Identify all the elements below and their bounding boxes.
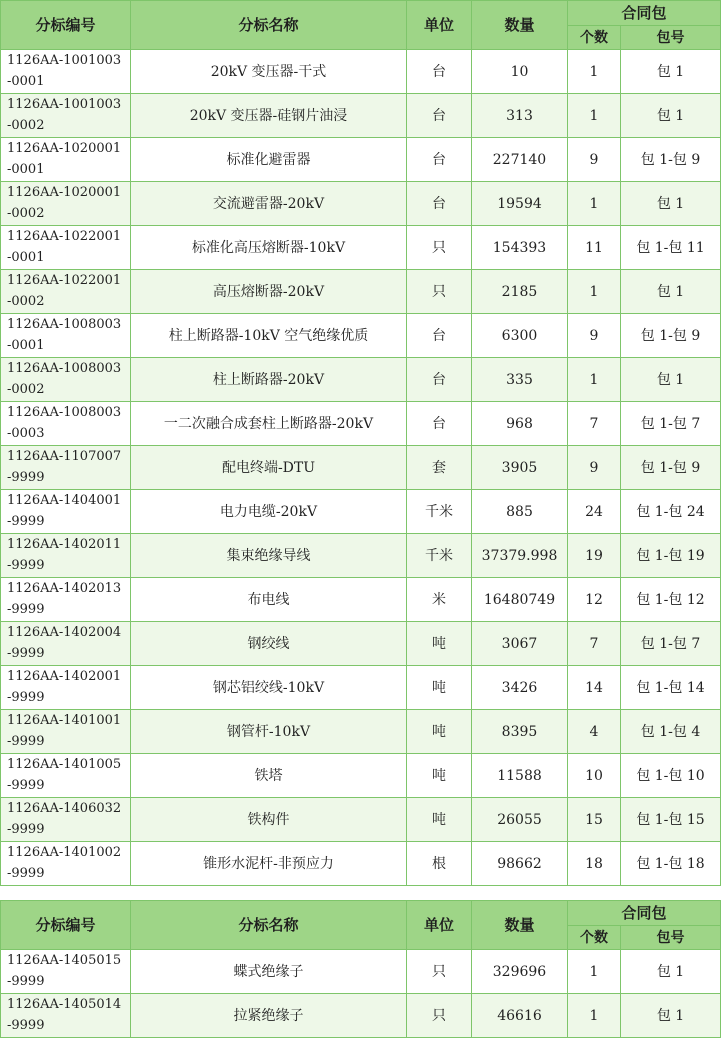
cell-name: 标准化避雷器 bbox=[131, 138, 407, 182]
cell-name: 布电线 bbox=[131, 578, 407, 622]
cell-pkg-no: 包 1-包 18 bbox=[621, 842, 721, 886]
cell-qty: 335 bbox=[472, 358, 568, 402]
cell-unit: 台 bbox=[407, 314, 472, 358]
cell-unit: 台 bbox=[407, 94, 472, 138]
header-code: 分标编号 bbox=[1, 901, 131, 950]
cell-pkg-no: 包 1 bbox=[621, 994, 721, 1038]
cell-unit: 米 bbox=[407, 578, 472, 622]
cell-unit: 吨 bbox=[407, 710, 472, 754]
cell-code: 1126AA-1401005 -9999 bbox=[1, 754, 131, 798]
cell-unit: 只 bbox=[407, 226, 472, 270]
table-row bbox=[1, 358, 721, 402]
header-pkg-no: 包号 bbox=[621, 926, 721, 950]
table-row bbox=[1, 622, 721, 666]
cell-count: 1 bbox=[568, 50, 621, 94]
cell-count: 4 bbox=[568, 710, 621, 754]
table-row bbox=[1, 182, 721, 226]
table-row bbox=[1, 94, 721, 138]
cell-pkg-no: 包 1-包 24 bbox=[621, 490, 721, 534]
header-name: 分标名称 bbox=[131, 901, 407, 950]
cell-name: 配电终端-DTU bbox=[131, 446, 407, 490]
cell-code: 1126AA-1402001 -9999 bbox=[1, 666, 131, 710]
cell-name: 标准化高压熔断器-10kV bbox=[131, 226, 407, 270]
cell-count: 9 bbox=[568, 314, 621, 358]
cell-unit: 套 bbox=[407, 446, 472, 490]
cell-pkg-no: 包 1-包 7 bbox=[621, 622, 721, 666]
cell-code: 1126AA-1405015 -9999 bbox=[1, 950, 131, 994]
cell-name: 蝶式绝缘子 bbox=[131, 950, 407, 994]
cell-code: 1126AA-1008003 -0003 bbox=[1, 402, 131, 446]
cell-code: 1126AA-1008003 -0002 bbox=[1, 358, 131, 402]
cell-count: 1 bbox=[568, 994, 621, 1038]
table-row bbox=[1, 50, 721, 94]
cell-unit: 吨 bbox=[407, 754, 472, 798]
cell-name: 20kV 变压器-干式 bbox=[131, 50, 407, 94]
table-row bbox=[1, 314, 721, 358]
cell-qty: 26055 bbox=[472, 798, 568, 842]
cell-code: 1126AA-1404001 -9999 bbox=[1, 490, 131, 534]
table-row bbox=[1, 270, 721, 314]
cell-qty: 3067 bbox=[472, 622, 568, 666]
header-pkg-no: 包号 bbox=[621, 26, 721, 50]
cell-code: 1126AA-1020001 -0002 bbox=[1, 182, 131, 226]
cell-count: 24 bbox=[568, 490, 621, 534]
cell-unit: 千米 bbox=[407, 490, 472, 534]
cell-code: 1126AA-1022001 -0002 bbox=[1, 270, 131, 314]
cell-name: 拉紧绝缘子 bbox=[131, 994, 407, 1038]
cell-pkg-no: 包 1-包 15 bbox=[621, 798, 721, 842]
header-unit: 单位 bbox=[407, 1, 472, 50]
cell-code: 1126AA-1022001 -0001 bbox=[1, 226, 131, 270]
cell-name: 电力电缆-20kV bbox=[131, 490, 407, 534]
cell-pkg-no: 包 1-包 9 bbox=[621, 138, 721, 182]
cell-qty: 154393 bbox=[472, 226, 568, 270]
cell-code: 1126AA-1401002 -9999 bbox=[1, 842, 131, 886]
cell-count: 1 bbox=[568, 182, 621, 226]
cell-qty: 968 bbox=[472, 402, 568, 446]
cell-count: 7 bbox=[568, 402, 621, 446]
cell-qty: 2185 bbox=[472, 270, 568, 314]
cell-count: 14 bbox=[568, 666, 621, 710]
cell-unit: 千米 bbox=[407, 534, 472, 578]
cell-count: 18 bbox=[568, 842, 621, 886]
cell-unit: 根 bbox=[407, 842, 472, 886]
table-row bbox=[1, 842, 721, 886]
cell-code: 1126AA-1107007 -9999 bbox=[1, 446, 131, 490]
cell-qty: 37379.998 bbox=[472, 534, 568, 578]
cell-qty: 10 bbox=[472, 50, 568, 94]
table-row bbox=[1, 226, 721, 270]
cell-name: 集束绝缘导线 bbox=[131, 534, 407, 578]
cell-pkg-no: 包 1-包 19 bbox=[621, 534, 721, 578]
cell-pkg-no: 包 1-包 11 bbox=[621, 226, 721, 270]
header-contract-pkg: 合同包 bbox=[568, 1, 721, 26]
header-count: 个数 bbox=[568, 926, 621, 950]
table-row bbox=[1, 446, 721, 490]
header-count: 个数 bbox=[568, 26, 621, 50]
cell-name: 20kV 变压器-硅钢片油浸 bbox=[131, 94, 407, 138]
cell-pkg-no: 包 1 bbox=[621, 270, 721, 314]
cell-count: 15 bbox=[568, 798, 621, 842]
cell-unit: 台 bbox=[407, 402, 472, 446]
table-row bbox=[1, 402, 721, 446]
cell-qty: 8395 bbox=[472, 710, 568, 754]
cell-qty: 98662 bbox=[472, 842, 568, 886]
cell-qty: 46616 bbox=[472, 994, 568, 1038]
cell-code: 1126AA-1402004 -9999 bbox=[1, 622, 131, 666]
cell-pkg-no: 包 1 bbox=[621, 358, 721, 402]
table-row bbox=[1, 666, 721, 710]
cell-count: 19 bbox=[568, 534, 621, 578]
cell-qty: 6300 bbox=[472, 314, 568, 358]
cell-code: 1126AA-1001003 -0001 bbox=[1, 50, 131, 94]
cell-count: 7 bbox=[568, 622, 621, 666]
table-row bbox=[1, 798, 721, 842]
table-row bbox=[1, 490, 721, 534]
cell-pkg-no: 包 1-包 4 bbox=[621, 710, 721, 754]
cell-count: 10 bbox=[568, 754, 621, 798]
cell-name: 锥形水泥杆-非预应力 bbox=[131, 842, 407, 886]
table-row bbox=[1, 994, 721, 1038]
cell-pkg-no: 包 1 bbox=[621, 94, 721, 138]
cell-qty: 313 bbox=[472, 94, 568, 138]
cell-unit: 只 bbox=[407, 270, 472, 314]
cell-name: 铁塔 bbox=[131, 754, 407, 798]
cell-name: 柱上断路器-20kV bbox=[131, 358, 407, 402]
cell-qty: 19594 bbox=[472, 182, 568, 226]
cell-code: 1126AA-1402011 -9999 bbox=[1, 534, 131, 578]
cell-unit: 吨 bbox=[407, 798, 472, 842]
cell-name: 柱上断路器-10kV 空气绝缘优质 bbox=[131, 314, 407, 358]
cell-pkg-no: 包 1-包 14 bbox=[621, 666, 721, 710]
cell-pkg-no: 包 1 bbox=[621, 950, 721, 994]
cell-code: 1126AA-1405014 -9999 bbox=[1, 994, 131, 1038]
cell-pkg-no: 包 1-包 9 bbox=[621, 446, 721, 490]
table-row bbox=[1, 754, 721, 798]
cell-unit: 只 bbox=[407, 950, 472, 994]
header-unit: 单位 bbox=[407, 901, 472, 950]
cell-qty: 3426 bbox=[472, 666, 568, 710]
cell-unit: 台 bbox=[407, 50, 472, 94]
cell-unit: 台 bbox=[407, 138, 472, 182]
cell-name: 高压熔断器-20kV bbox=[131, 270, 407, 314]
cell-pkg-no: 包 1-包 7 bbox=[621, 402, 721, 446]
cell-pkg-no: 包 1 bbox=[621, 182, 721, 226]
cell-pkg-no: 包 1-包 9 bbox=[621, 314, 721, 358]
cell-name: 钢绞线 bbox=[131, 622, 407, 666]
cell-qty: 227140 bbox=[472, 138, 568, 182]
cell-name: 铁构件 bbox=[131, 798, 407, 842]
cell-count: 9 bbox=[568, 446, 621, 490]
cell-qty: 329696 bbox=[472, 950, 568, 994]
cell-qty: 3905 bbox=[472, 446, 568, 490]
cell-unit: 吨 bbox=[407, 666, 472, 710]
cell-name: 交流避雷器-20kV bbox=[131, 182, 407, 226]
header-code: 分标编号 bbox=[1, 1, 131, 50]
table-row bbox=[1, 578, 721, 622]
cell-name: 钢管杆-10kV bbox=[131, 710, 407, 754]
cell-qty: 11588 bbox=[472, 754, 568, 798]
cell-unit: 台 bbox=[407, 182, 472, 226]
cell-code: 1126AA-1401001 -9999 bbox=[1, 710, 131, 754]
header-qty: 数量 bbox=[472, 901, 568, 950]
table-row bbox=[1, 710, 721, 754]
cell-unit: 吨 bbox=[407, 622, 472, 666]
header-qty: 数量 bbox=[472, 1, 568, 50]
cell-code: 1126AA-1406032 -9999 bbox=[1, 798, 131, 842]
cell-pkg-no: 包 1 bbox=[621, 50, 721, 94]
contract-table-2 bbox=[0, 900, 721, 1038]
cell-count: 11 bbox=[568, 226, 621, 270]
table-row bbox=[1, 950, 721, 994]
cell-qty: 16480749 bbox=[472, 578, 568, 622]
cell-name: 一二次融合成套柱上断路器-20kV bbox=[131, 402, 407, 446]
cell-count: 12 bbox=[568, 578, 621, 622]
cell-code: 1126AA-1402013 -9999 bbox=[1, 578, 131, 622]
cell-count: 9 bbox=[568, 138, 621, 182]
cell-code: 1126AA-1020001 -0001 bbox=[1, 138, 131, 182]
cell-unit: 只 bbox=[407, 994, 472, 1038]
table-row bbox=[1, 138, 721, 182]
header-name: 分标名称 bbox=[131, 1, 407, 50]
cell-code: 1126AA-1001003 -0002 bbox=[1, 94, 131, 138]
table-gap bbox=[0, 889, 722, 900]
cell-count: 1 bbox=[568, 358, 621, 402]
table-row bbox=[1, 534, 721, 578]
cell-count: 1 bbox=[568, 270, 621, 314]
header-contract-pkg: 合同包 bbox=[568, 901, 721, 926]
cell-unit: 台 bbox=[407, 358, 472, 402]
cell-count: 1 bbox=[568, 950, 621, 994]
cell-qty: 885 bbox=[472, 490, 568, 534]
cell-code: 1126AA-1008003 -0001 bbox=[1, 314, 131, 358]
cell-pkg-no: 包 1-包 10 bbox=[621, 754, 721, 798]
cell-pkg-no: 包 1-包 12 bbox=[621, 578, 721, 622]
cell-name: 钢芯铝绞线-10kV bbox=[131, 666, 407, 710]
cell-count: 1 bbox=[568, 94, 621, 138]
